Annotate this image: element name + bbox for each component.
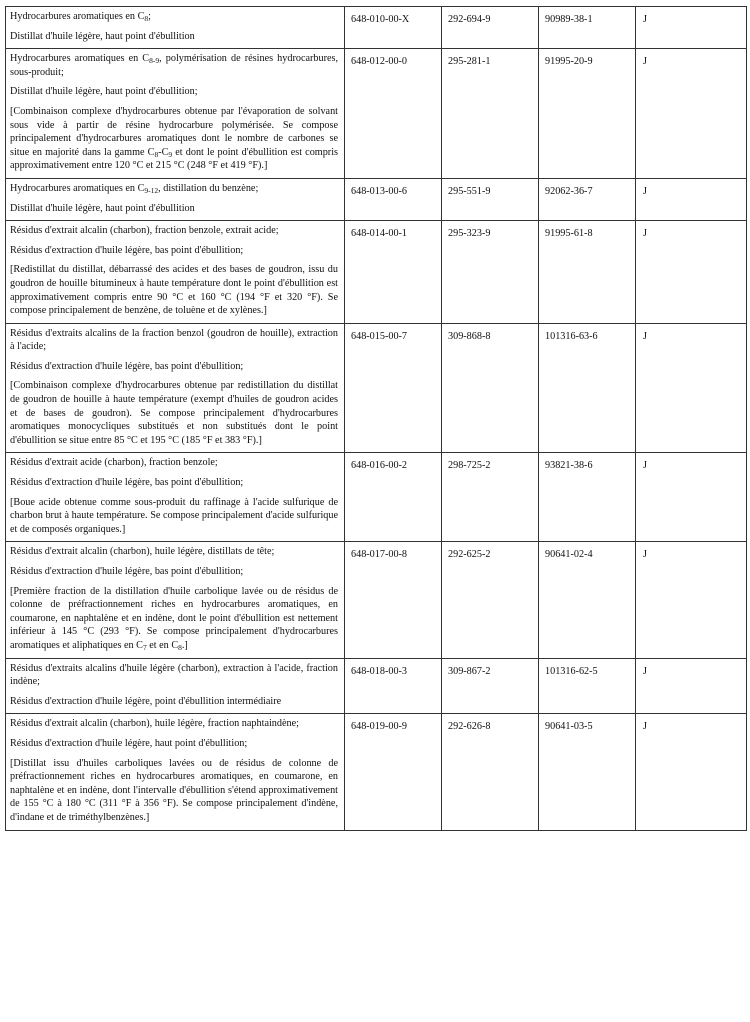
- notes-cell: J: [636, 658, 747, 714]
- text-segment: [Combinaison complexe d'hydrocarbures obtenue par l'évaporation de solvant sous vide à partir de résine hydrocarbure polymérisée. Se compose principalement d'hydrocarbures aromatiques dont le nombre de carbones se situe en majorité dans la gamme C: [10, 105, 338, 158]
- substance-description-paragraph: [10, 456, 338, 470]
- table-row: [6, 453, 747, 542]
- index-number-cell: 648-016-00-2: [345, 453, 442, 542]
- table-row: [6, 658, 747, 714]
- substances-table: [5, 6, 747, 831]
- table-row: [6, 542, 747, 658]
- substance-description-paragraph: [10, 30, 338, 44]
- substance-description-paragraph: [10, 476, 338, 490]
- cas-number-cell: 90641-03-5: [539, 714, 636, 830]
- text-segment: [Redistillat du distillat, débarrassé des acides et des bases de goudron, issu du goudron de houille bitumineux à haute température dont le point d'ébullition est approximativement compris entre 90 °C et 160 °C (194 °F et 320 °F). Se compose principalement de benzène, de toluène et de xylènes.]: [10, 264, 338, 317]
- text-segment: Hydrocarbures aromatiques en C: [10, 53, 150, 65]
- table-row: [6, 7, 747, 49]
- text-segment: Hydrocarbures aromatiques en C: [10, 11, 145, 22]
- notes-cell: J: [636, 7, 747, 49]
- substance-description-paragraph: [10, 182, 338, 196]
- substances-table-body: [6, 7, 747, 831]
- substance-description-paragraph: [10, 244, 338, 258]
- table-row: [6, 221, 747, 324]
- text-segment: Hydrocarbures aromatiques en C: [10, 182, 145, 194]
- substance-description-paragraph: [10, 737, 338, 751]
- substance-description-paragraph: [10, 662, 338, 689]
- substance-description-paragraph: [10, 757, 338, 825]
- text-segment: Résidus d'extrait alcalin (charbon), fraction benzole, extrait acide;: [10, 225, 279, 237]
- substance-name-cell: [6, 7, 345, 49]
- cas-number-cell: 91995-20-9: [539, 49, 636, 179]
- index-number-cell: 648-019-00-9: [345, 714, 442, 830]
- ec-number-cell: 309-868-8: [442, 323, 539, 453]
- substance-description-paragraph: [10, 52, 338, 79]
- ec-number-cell: 292-626-8: [442, 714, 539, 830]
- ec-number-cell: 292-625-2: [442, 542, 539, 658]
- substance-description-paragraph: [10, 360, 338, 374]
- table-row: [6, 49, 747, 179]
- substance-description-paragraph: [10, 717, 338, 731]
- text-segment: [Distillat issu d'huiles carboliques lavées ou de résidus de colonne de préfractionnement riches en hydrocarbures aromatiques, en coumarone, en naphtalène et en indène, dont l'intervalle d'ébullition s'étend approximativement de 155 °C à 180 °C (311 °F à 356 °F). Se compose principalement d'indène, d'indane et de triméthylbenzènes.]: [10, 757, 338, 823]
- text-segment: .]: [181, 639, 188, 651]
- notes-cell: J: [636, 221, 747, 324]
- cas-number-cell: 91995-61-8: [539, 221, 636, 324]
- substance-description-paragraph: [10, 327, 338, 354]
- text-segment: [Première fraction de la distillation d'huile carbolique lavée ou de résidus de colonne de préfractionnement riches en hydrocarbures aromatiques, en coumarone, en naphtalène et en indène, dont le point d'ébullition est nettement inférieur à 145 °C (293 °F). Se compose principalement d'hydrocarbures aromatiques et aliphatiques en C: [10, 585, 338, 651]
- cas-number-cell: 101316-63-6: [539, 323, 636, 453]
- ec-number-cell: 295-281-1: [442, 49, 539, 179]
- substance-description-paragraph: [10, 263, 338, 317]
- text-segment: Résidus d'extraction d'huile légère, bas point d'ébullition;: [10, 360, 244, 372]
- carbon-number-subscript: 8: [144, 14, 149, 23]
- notes-cell: J: [636, 453, 747, 542]
- substance-name-cell: [6, 453, 345, 542]
- substance-description-paragraph: [10, 496, 338, 537]
- substance-name-cell: [6, 323, 345, 453]
- cas-number-cell: 90641-02-4: [539, 542, 636, 658]
- text-segment: et en C: [146, 639, 179, 651]
- text-segment: , distillation du benzène;: [158, 182, 259, 194]
- text-segment: Distillat d'huile légère, haut point d'ébullition;: [10, 86, 198, 98]
- notes-cell: J: [636, 714, 747, 830]
- ec-number-cell: 292-694-9: [442, 7, 539, 49]
- substance-description-paragraph: [10, 85, 338, 99]
- cas-number-cell: 90989-38-1: [539, 7, 636, 49]
- text-segment: Distillat d'huile légère, haut point d'ébullition: [10, 30, 195, 42]
- substance-description-paragraph: [10, 379, 338, 447]
- text-segment: Résidus d'extrait alcalin (charbon), huile légère, distillats de tête;: [10, 546, 275, 558]
- carbon-number-subscript: 8: [154, 149, 159, 159]
- substance-name-cell: [6, 221, 345, 324]
- index-number-cell: 648-012-00-0: [345, 49, 442, 179]
- carbon-number-subscript: 7: [142, 642, 147, 652]
- carbon-number-subscript: 8: [178, 642, 182, 652]
- substance-description-paragraph: [10, 545, 338, 559]
- text-segment: [Combinaison complexe d'hydrocarbures obtenue par redistillation du distillat de goudron de houille à haute température (exempt d'huiles de goudron acides et de bases de goudron). Se compose principalement d'hydrocarbures aromatiques monocycliques substitués et non substitués dont le point d'ébullition se situe entre 85 °C et 195 °C (185 °F et 383 °F).]: [10, 380, 338, 446]
- substance-name-cell: [6, 542, 345, 658]
- table-row: [6, 178, 747, 220]
- ec-number-cell: 295-551-9: [442, 178, 539, 220]
- notes-cell: J: [636, 542, 747, 658]
- cas-number-cell: 92062-36-7: [539, 178, 636, 220]
- substance-description-paragraph: [10, 10, 338, 24]
- text-segment: Résidus d'extraction d'huile légère, bas point d'ébullition;: [10, 566, 244, 577]
- substance-name-cell: [6, 714, 345, 830]
- text-segment: Résidus d'extraction d'huile légère, point d'ébullition intermédiaire: [10, 695, 282, 707]
- table-row: [6, 714, 747, 830]
- text-segment: Résidus d'extraction d'huile légère, bas point d'ébullition;: [10, 244, 244, 256]
- index-number-cell: 648-015-00-7: [345, 323, 442, 453]
- substance-description-paragraph: [10, 105, 338, 173]
- index-number-cell: 648-017-00-8: [345, 542, 442, 658]
- cas-number-cell: 101316-62-5: [539, 658, 636, 714]
- index-number-cell: 648-010-00-X: [345, 7, 442, 49]
- index-number-cell: 648-018-00-3: [345, 658, 442, 714]
- substance-description-paragraph: [10, 224, 338, 238]
- index-number-cell: 648-014-00-1: [345, 221, 442, 324]
- substance-name-cell: [6, 178, 345, 220]
- substance-name-cell: [6, 49, 345, 179]
- substance-name-cell: [6, 658, 345, 714]
- carbon-number-subscript: 9: [168, 149, 173, 159]
- text-segment: [Boue acide obtenue comme sous-produit du raffinage à l'acide sulfurique de charbon brut à haute température. Se compose principalement d'acide sulfurique et de composés organiques.]: [10, 496, 338, 535]
- text-segment: Résidus d'extraits alcalins d'huile légère (charbon), extraction à l'acide, fraction indène;: [10, 662, 338, 688]
- text-segment: -C: [158, 146, 169, 158]
- carbon-number-subscript: 8-9: [149, 56, 160, 66]
- substance-description-paragraph: [10, 565, 338, 579]
- text-segment: Résidus d'extrait alcalin (charbon), huile légère, fraction naphtaindène;: [10, 718, 299, 730]
- notes-cell: J: [636, 49, 747, 179]
- table-row: [6, 323, 747, 453]
- index-number-cell: 648-013-00-6: [345, 178, 442, 220]
- substance-description-paragraph: [10, 585, 338, 653]
- text-segment: Distillat d'huile légère, haut point d'ébullition: [10, 202, 195, 214]
- text-segment: Résidus d'extraits alcalins de la fraction benzol (goudron de houille), extraction à l'acide;: [10, 327, 338, 353]
- cas-number-cell: 93821-38-6: [539, 453, 636, 542]
- ec-number-cell: 295-323-9: [442, 221, 539, 324]
- notes-cell: J: [636, 178, 747, 220]
- text-segment: ;: [148, 11, 151, 22]
- carbon-number-subscript: 9-12: [144, 185, 159, 195]
- text-segment: et dont le point d'ébullition est compris approximativement entre 120 °C et 215 °C (248 °F et 419 °F).]: [10, 146, 338, 172]
- text-segment: Résidus d'extrait acide (charbon), fraction benzole;: [10, 457, 218, 469]
- text-segment: , polymérisation de résines hydrocarbures, sous-produit;: [10, 53, 338, 78]
- text-segment: Résidus d'extraction d'huile légère, haut point d'ébullition;: [10, 737, 248, 749]
- substance-description-paragraph: [10, 695, 338, 709]
- notes-cell: J: [636, 323, 747, 453]
- ec-number-cell: 309-867-2: [442, 658, 539, 714]
- substance-description-paragraph: [10, 202, 338, 216]
- text-segment: Résidus d'extraction d'huile légère, bas point d'ébullition;: [10, 477, 244, 489]
- ec-number-cell: 298-725-2: [442, 453, 539, 542]
